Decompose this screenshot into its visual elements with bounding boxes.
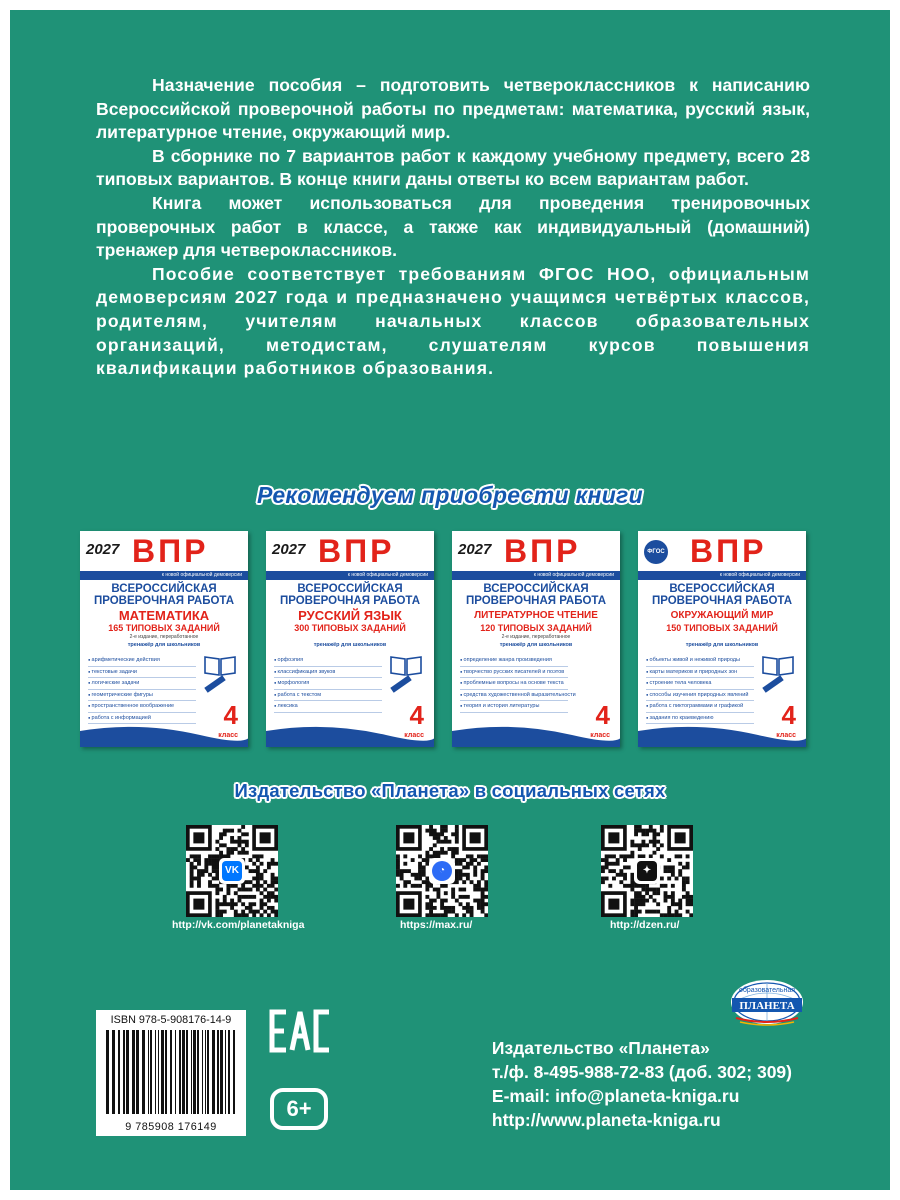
publisher-contacts xyxy=(492,1036,792,1132)
book-trainer: тренажёр для школьников xyxy=(685,642,759,648)
wave-decoration xyxy=(80,721,248,747)
book-topic: ● строение тела человека xyxy=(646,678,754,690)
barcode-bars xyxy=(104,1030,238,1114)
qr-code-vk[interactable] xyxy=(186,825,278,917)
planeta-logo xyxy=(722,978,812,1026)
book-topic-list xyxy=(646,655,754,724)
qr-label-max[interactable]: https://max.ru/ xyxy=(400,919,473,931)
book-series-title: ВСЕРОССИЙСКАЯ ПРОВЕРОЧНАЯ РАБОТА xyxy=(93,583,235,607)
description-text xyxy=(96,74,810,381)
book-cover-math[interactable] xyxy=(80,531,248,747)
pencil-icon xyxy=(762,675,783,693)
book-grade-label: класс xyxy=(404,732,424,739)
book-topic: ● классификация звуков xyxy=(274,667,382,679)
book-year: 2027 xyxy=(86,541,120,558)
book-topic: ● задания по краеведению xyxy=(646,713,754,725)
book-grade: 4 xyxy=(595,700,610,730)
open-book-icon xyxy=(762,654,794,676)
book-series-title: ВСЕРОССИЙСКАЯ ПРОВЕРОЧНАЯ РАБОТА xyxy=(279,583,421,607)
book-topic: ● творчество русских писателей и поэтов xyxy=(460,667,568,679)
book-topic: ● пространственное воображение xyxy=(88,701,196,713)
social-heading: Издательство «Планета» в социальных сетях xyxy=(234,780,666,801)
age-rating-badge: 6+ xyxy=(270,1088,328,1130)
book-task-count: 165 ТИПОВЫХ ЗАДАНИЙ xyxy=(108,623,220,633)
dzen-icon: ✦ xyxy=(637,861,657,881)
book-grade: 4 xyxy=(781,700,796,730)
book-band: к новой официальной демоверсии xyxy=(80,571,248,580)
book-band: к новой официальной демоверсии xyxy=(638,571,806,580)
book-topic: ● арифметические действия xyxy=(88,655,196,667)
qr-label-vk[interactable]: http://vk.com/planetakniga xyxy=(172,919,305,931)
book-vpr-title: ВПР xyxy=(504,533,581,569)
book-topic: ● работа с текстом xyxy=(274,690,382,702)
book-topic: ● карты материков и природных зон xyxy=(646,667,754,679)
book-topic: ● лексика xyxy=(274,701,382,713)
isbn-barcode xyxy=(96,1010,246,1136)
wave-decoration xyxy=(638,721,806,747)
book-series-title: ВСЕРОССИЙСКАЯ ПРОВЕРОЧНАЯ РАБОТА xyxy=(465,583,607,607)
book-topic: ● морфология xyxy=(274,678,382,690)
isbn-number: ISBN 978-5-908176-14-9 xyxy=(110,1014,232,1026)
book-year: 2027 xyxy=(458,541,492,558)
book-task-count: 300 ТИПОВЫХ ЗАДАНИЙ xyxy=(294,623,406,633)
book-topic-list xyxy=(460,655,576,713)
book-grade: 4 xyxy=(409,700,424,730)
book-subject: ЛИТЕРАТУРНОЕ ЧТЕНИЕ xyxy=(474,610,598,621)
book-topic: ● средства художественной выразительности xyxy=(460,690,568,702)
eac-mark xyxy=(268,1008,332,1054)
book-topic: ● проблемные вопросы на основе текста xyxy=(460,678,568,690)
fgos-badge: ФГОС xyxy=(644,540,668,564)
book-subject: РУССКИЙ ЯЗЫК xyxy=(298,608,402,623)
book-cover-russian[interactable] xyxy=(266,531,434,747)
book-trainer: тренажёр для школьников xyxy=(313,642,387,648)
book-topic: ● работа с информацией xyxy=(88,713,196,725)
book-vpr-title: ВПР xyxy=(690,533,767,569)
book-band: к новой официальной демоверсии xyxy=(266,571,434,580)
recommend-heading: Рекомендуем приобрести книги xyxy=(256,482,643,508)
book-topic-list xyxy=(274,655,382,713)
book-year: 2027 xyxy=(272,541,306,558)
book-topic: ● геометрические фигуры xyxy=(88,690,196,702)
book-topic: ● текстовые задачи xyxy=(88,667,196,679)
qr-code-dzen[interactable] xyxy=(601,825,693,917)
intro-paragraph-purpose: Назначение пособия – подготовить четвероклассников к написанию Всероссийской проверочной работы по предметам: математика, русский язык, литературное чтение, окружающий мир. xyxy=(96,75,810,143)
vk-icon: VK xyxy=(222,861,242,881)
book-task-count: 120 ТИПОВЫХ ЗАДАНИЙ xyxy=(480,623,592,633)
intro-paragraph-contents: В сборнике по 7 вариантов работ к каждому учебному предмету, всего 28 типовых вариантов. В конце книги даны ответы ко всем вариантам работ. xyxy=(96,145,810,190)
book-trainer: тренажёр для школьников xyxy=(499,642,573,648)
qr-code-max[interactable] xyxy=(396,825,488,917)
pencil-icon xyxy=(390,675,411,693)
book-grade-label: класс xyxy=(776,732,796,739)
barcode-digits: 9 785908 176149 xyxy=(125,1121,217,1133)
book-topic: ● работа с пиктограммами и графикой xyxy=(646,701,754,713)
book-edition: 2-е издание, переработанное xyxy=(129,634,199,640)
pencil-icon xyxy=(204,675,225,693)
book-subject: МАТЕМАТИКА xyxy=(118,608,210,623)
book-band: к новой официальной демоверсии xyxy=(452,571,620,580)
book-edition: 2-е издание, переработанное xyxy=(501,634,571,640)
book-trainer: тренажёр для школьников xyxy=(127,642,201,648)
publisher-phone[interactable]: т./ф. 8-495-988-72-83 (доб. 302; 309) xyxy=(491,1062,792,1082)
book-vpr-title: ВПР xyxy=(318,533,395,569)
book-series-title: ВСЕРОССИЙСКАЯ ПРОВЕРОЧНАЯ РАБОТА xyxy=(651,583,793,607)
book-grade-label: класс xyxy=(590,732,610,739)
qr-label-dzen[interactable]: http://dzen.ru/ xyxy=(610,919,680,931)
book-grade-label: класс xyxy=(218,732,238,739)
book-topic: ● объекты живой и неживой природы xyxy=(646,655,754,667)
publisher-name: Издательство «Планета» xyxy=(491,1038,710,1058)
book-task-count: 150 ТИПОВЫХ ЗАДАНИЙ xyxy=(666,623,778,633)
book-subject: ОКРУЖАЮЩИЙ МИР xyxy=(670,610,774,621)
max-icon: ◔ xyxy=(432,861,452,881)
logo-name: ПЛАНЕТА xyxy=(739,1000,795,1012)
book-topic: ● орфоэпия xyxy=(274,655,382,667)
book-topic: ● определение жанра произведения xyxy=(460,655,568,667)
book-cover-literature[interactable] xyxy=(452,531,620,747)
open-book-icon xyxy=(390,654,422,676)
book-topic: ● теория и история литературы xyxy=(460,701,568,713)
book-vpr-title: ВПР xyxy=(132,533,209,569)
book-topic: ● способы изучения природных явлений xyxy=(646,690,754,702)
logo-top-text: образовательная xyxy=(738,987,796,994)
open-book-icon xyxy=(204,654,236,676)
wave-decoration xyxy=(266,721,434,747)
intro-paragraph-audience: Пособие соответствует требованиям ФГОС НОО, официальным демоверсиям 2027 года и предназначено учащимся четвёртых классов, родителям, учителям начальных классов образовательных организаций, методистам, слушателям курсов повышения квалификации работников образования. xyxy=(96,263,810,379)
back-cover xyxy=(10,10,890,1190)
book-grade: 4 xyxy=(223,700,238,730)
book-topic: ● логические задачи xyxy=(88,678,196,690)
book-cover-world[interactable] xyxy=(638,531,806,747)
publisher-email[interactable]: E-mail: info@planeta-kniga.ru xyxy=(491,1086,740,1106)
intro-paragraph-usage: Книга может использоваться для проведения тренировочных проверочных работ в классе, а также как индивидуальный (домашний) тренажер для четвероклассников. xyxy=(96,192,810,261)
wave-decoration xyxy=(452,721,620,747)
publisher-website[interactable]: http://www.planeta-kniga.ru xyxy=(491,1110,721,1130)
book-topic-list xyxy=(88,655,196,724)
